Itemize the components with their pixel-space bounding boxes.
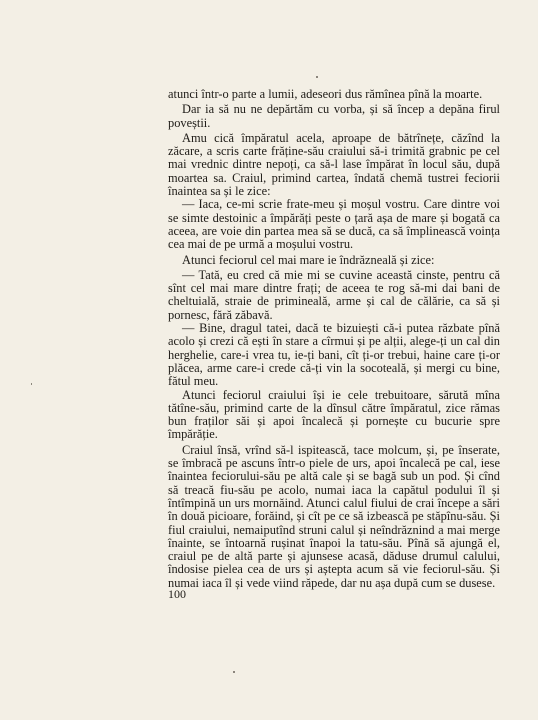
paragraph: Dar ia să nu ne depărtăm cu vorba, și să încep a depăna firul poveștii. [168,102,500,130]
paragraph: — Tată, eu cred că mie mi se cuvine această cinste, pentru că sînt cel mai mare dintre frați; de aceea te rog să-mi dai bani de cheltuială, straie de primineală, arme și cal de călărie, ca să și pornesc, fără zăbavă. [168,267,500,322]
paragraph: — Bine, dragul tatei, dacă te bizuiești că-i putea răzbate pînă acolo și crezi că ești în stare a cîrmui și pe alții, alege-ți un cal din herghelie, care-i vrea tu, ie-ți bani, cît ți-or trebui, haine care ți-or plăcea, arme care-i crede că-ți vin la socoteală, și mergi cu bine, fătul meu. [168,321,500,389]
body-text [168,88,500,590]
paragraph: atunci într-o parte a lumii, adeseori dus rămînea pînă la moarte. [168,87,483,101]
paper-speck [31,383,32,385]
paper-speck [316,76,318,78]
paragraph: Atunci feciorul cel mai mare ie îndrăzneală și zice: [182,252,435,267]
paper-speck [233,671,235,673]
paragraph: Craiul însă, vrînd să-l ispitească, tace molcum, și, pe înserate, se îmbracă pe ascuns într-o piele de urs, apoi încalecă pe cal, iese înaintea feciorului-său pe altă cale și se bagă sub un pod. Și cînd să treacă fiu-său pe acolo, numai iaca la capătul podului îl și întîmpină un urs mornăind. Atunci calul fiului de crai începe a sări în două picioare, forăind, și cît pe ce să izbească pe stăpînu-său. Și fiul craiului, nemaiputînd struni calul și neîndrăznind a mai merge înainte, se întoarnă rușinat înapoi la tatu-său. Pînă să ajungă el, craiul pe de altă parte și ajunsese acasă, dăduse drumul calului, îndosise pielea cea de urs și aștepta acum să vie feciorul-său. Și numai iaca îl și vede viind răpede, dar nu așa după cum se dusese. [168,442,500,590]
paragraph: Amu cică împăratul acela, aproape de bătrînețe, căzînd la zăcare, a scris carte frăține-său craiului să-i trimită grabnic pe cel mai vrednic dintre nepoți, ca să-l lase împărat în locul său, după moartea sa. Craiul, primind cartea, îndată chemă tustrei feciorii înaintea sa și le zice: [168,130,500,199]
paragraph: Atunci feciorul craiului își ie cele trebuitoare, sărută mîna tătîne-său, primind carte de la dînsul către împăratul, zice rămas bun fraților săi și apoi încalecă și pornește cu bucurie spre împărăție. [168,387,500,442]
paragraph: — Iaca, ce-mi scrie frate-meu și moșul vostru. Care dintre voi se simte destoinic a împărăți peste o țară așa de mare și bogată ca aceea, are voie din partea mea să se ducă, ca să împlinească voința cea mai de pe urmă a moșului vostru. [168,197,500,252]
page-number: 100 [168,587,186,601]
